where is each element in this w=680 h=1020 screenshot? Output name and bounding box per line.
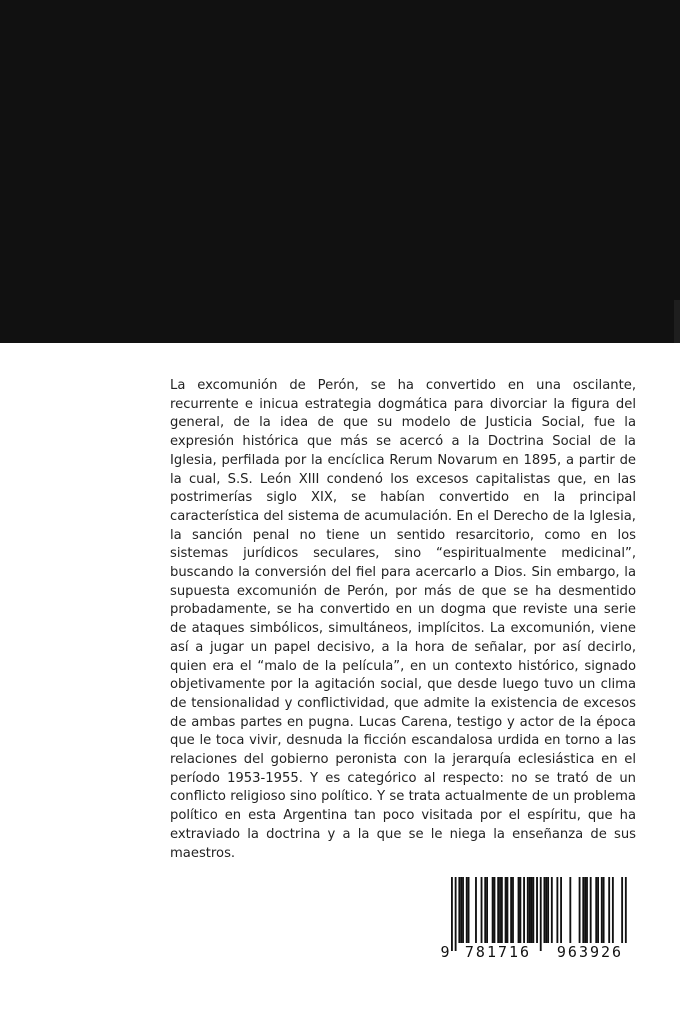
barcode-bar bbox=[584, 877, 586, 943]
barcode-bar bbox=[582, 877, 584, 943]
barcode-bar bbox=[505, 877, 507, 943]
barcode-bar bbox=[603, 877, 605, 943]
barcode-bar bbox=[518, 877, 520, 943]
back-cover-blurb: La excomunión de Perón, se ha convertido en una oscilante, recurrente e inicua estrategia dogmática para divorciar la figura del general, de la idea de que su modelo de Justicia Social, fue la expresión histórica que más se acercó a la Doctrina Social de la Iglesia, perfilada por la encíclica Rerum Novarum en 1895, a partir de la cual, S.S. León XIII condenó los excesos capitalistas que, en las postrimerías siglo XIX, se habían convertido en la principal característica del sistema de acumulación. En el Derecho de la Iglesia, la sanción penal no tiene un sentido resarcitorio, como en los sistemas jurídicos seculares, sino “espiritualmente medicinal”, buscando la conversión del fiel para acercarlo a Dios. Sin embargo, la supuesta excomunión de Perón, por más de que se ha desmentido probadamente, se ha convertido en un dogma que reviste una serie de ataques simbólicos, simultáneos, implícitos. La excomunión, viene así a jugar un papel decisivo, a la hora de señalar, por así decirlo, quien era el “malo de la película”, en un contexto histórico, signado objetivamente por la agitación social, que desde luego tuvo un clima de tensionalidad y conflictividad, que admite la existencia de excesos de ambas partes en pugna. Lucas Carena, testigo y actor de la época que le toca vivir, desnuda la ficción escandalosa urdida en torno a las relaciones del gobierno peronista con la jerarquía eclesiástica en el período 1953-1955. Y es categórico al respecto: no se trató de un conflicto religioso sino político. Y se trata actualmente de un problema político en esta Argentina tan poco visitada por el espíritu, que ha extraviado la doctrina y a la que se le niega la enseñanza de sus maestros. bbox=[170, 378, 636, 861]
barcode-bar bbox=[531, 877, 533, 943]
barcode-bar bbox=[451, 877, 453, 951]
barcode-bar bbox=[527, 877, 529, 943]
barcode-bar bbox=[492, 877, 494, 943]
cover-edge-mark bbox=[674, 300, 680, 343]
barcode-bar bbox=[590, 877, 592, 943]
barcode-bar bbox=[519, 877, 521, 943]
barcode-left-digits: 781716 bbox=[457, 943, 539, 961]
barcode-bar bbox=[586, 877, 588, 943]
barcode-bar bbox=[499, 877, 501, 943]
barcode-bar bbox=[608, 877, 610, 943]
barcode-bar bbox=[484, 877, 486, 943]
barcode-bar bbox=[462, 877, 464, 943]
barcode-bar bbox=[494, 877, 496, 943]
barcode-bar bbox=[475, 877, 477, 943]
isbn-barcode bbox=[440, 877, 638, 961]
barcode-bar bbox=[458, 877, 460, 943]
barcode-bar bbox=[455, 877, 457, 951]
barcode-bar bbox=[601, 877, 603, 943]
barcode-bar bbox=[486, 877, 488, 943]
barcode-bar bbox=[621, 877, 623, 951]
barcode-bar bbox=[536, 877, 538, 951]
barcode-bar bbox=[625, 877, 627, 951]
barcode-bar bbox=[597, 877, 599, 943]
barcode-bar bbox=[460, 877, 462, 943]
barcode-bar bbox=[523, 877, 525, 943]
barcode-right-digits: 963926 bbox=[548, 943, 632, 961]
barcode-bar bbox=[612, 877, 614, 943]
barcode-bar bbox=[529, 877, 531, 943]
barcode-bar bbox=[468, 877, 470, 943]
barcode-bar bbox=[579, 877, 581, 943]
barcode-bar bbox=[497, 877, 499, 943]
cover-top-band bbox=[0, 0, 680, 343]
barcode-bar bbox=[545, 877, 547, 943]
barcode-bar bbox=[501, 877, 503, 943]
barcode-bar bbox=[510, 877, 512, 943]
barcode-bar bbox=[595, 877, 597, 943]
barcode-bar bbox=[547, 877, 549, 943]
barcode-bar bbox=[556, 877, 558, 943]
barcode-bar bbox=[569, 877, 571, 943]
barcode-bar bbox=[560, 877, 562, 943]
barcode-bar bbox=[532, 877, 534, 943]
barcode-bar bbox=[466, 877, 468, 943]
barcode-bar bbox=[507, 877, 509, 943]
barcode-first-digit: 9 bbox=[440, 943, 450, 961]
barcode-bar bbox=[551, 877, 553, 943]
barcode-bar bbox=[512, 877, 514, 943]
barcode-bar bbox=[540, 877, 542, 951]
barcode-bar bbox=[544, 877, 546, 943]
barcode-bar bbox=[481, 877, 483, 943]
